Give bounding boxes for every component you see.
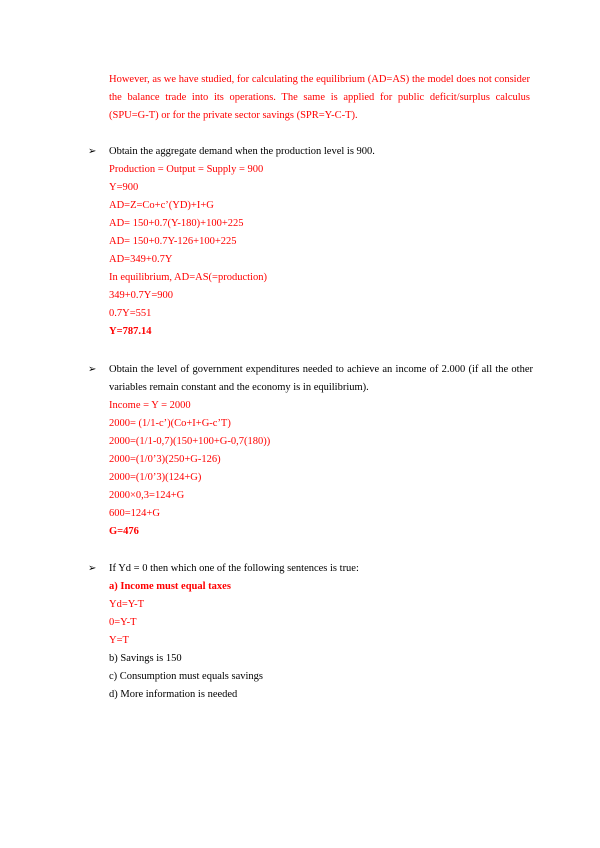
q1-line: AD= 150+0.7(Y-180)+100+225 xyxy=(109,218,244,229)
q1-line: AD= 150+0.7Y-126+100+225 xyxy=(109,236,237,247)
question-2 xyxy=(88,361,533,541)
q3-working-line: Yd=Y-T xyxy=(109,599,145,610)
q1-line: Production = Output = Supply = 900 xyxy=(109,164,264,175)
q3-working-line: Y=T xyxy=(109,635,129,646)
arrowhead-bullet-icon: ➢ xyxy=(88,563,97,574)
q2-line: 600=124+G xyxy=(109,508,160,519)
q3-correct-option: a) Income must equal taxes xyxy=(109,581,231,592)
q3-option: d) More information is needed xyxy=(109,689,238,700)
q2-line: Income = Y = 2000 xyxy=(109,400,191,411)
q1-line: In equilibrium, AD=AS(=production) xyxy=(109,272,267,283)
q1-line: AD=349+0.7Y xyxy=(109,254,173,265)
question-1 xyxy=(88,143,533,341)
question-2-text xyxy=(88,361,533,397)
q1-line: Y=900 xyxy=(109,182,139,193)
q2-line: 2000=(1/1-0,7)(150+100+G-0,7(180)) xyxy=(109,436,271,447)
intro-paragraph: However, as we have studied, for calculating the equilibrium (AD=AS) the model does not consider the balance trade into its operations. The same is applied for public deficit/surplus calculus (SPU=G-T) or for the private sector savings (SPR=Y-C-T). xyxy=(109,74,530,121)
arrowhead-bullet-icon: ➢ xyxy=(88,146,97,157)
question-3-text xyxy=(88,560,533,578)
q2-line: 2000=(1/0’3)(250+G-126) xyxy=(109,454,221,465)
q3-option: b) Savings is 150 xyxy=(109,653,182,664)
q3-working-line: 0=Y-T xyxy=(109,617,137,628)
q2-line: 2000×0,3=124+G xyxy=(109,490,185,501)
q2-answer: G=476 xyxy=(109,526,139,537)
q2-line: 2000=(1/0’3)(124+G) xyxy=(109,472,202,483)
question-1-label: Obtain the aggregate demand when the production level is 900. xyxy=(109,146,375,157)
question-2-label: Obtain the level of government expenditures needed to achieve an income of 2.000 (if all the other variables remain constant and the economy is in equilibrium). xyxy=(109,364,533,393)
question-1-text xyxy=(88,143,533,161)
q3-option: c) Consumption must equals savings xyxy=(109,671,263,682)
q1-line: AD=Z=Co+c’(YD)+I+G xyxy=(109,200,214,211)
q2-line: 2000= (1/1-c’)(Co+I+G-c’T) xyxy=(109,418,231,429)
q1-line: 0.7Y=551 xyxy=(109,308,152,319)
arrowhead-bullet-icon: ➢ xyxy=(88,364,97,375)
q1-answer: Y=787.14 xyxy=(109,326,152,337)
question-3 xyxy=(88,560,533,704)
question-3-label: If Yd = 0 then which one of the following sentences is true: xyxy=(109,563,359,574)
q1-line: 349+0.7Y=900 xyxy=(109,290,174,301)
